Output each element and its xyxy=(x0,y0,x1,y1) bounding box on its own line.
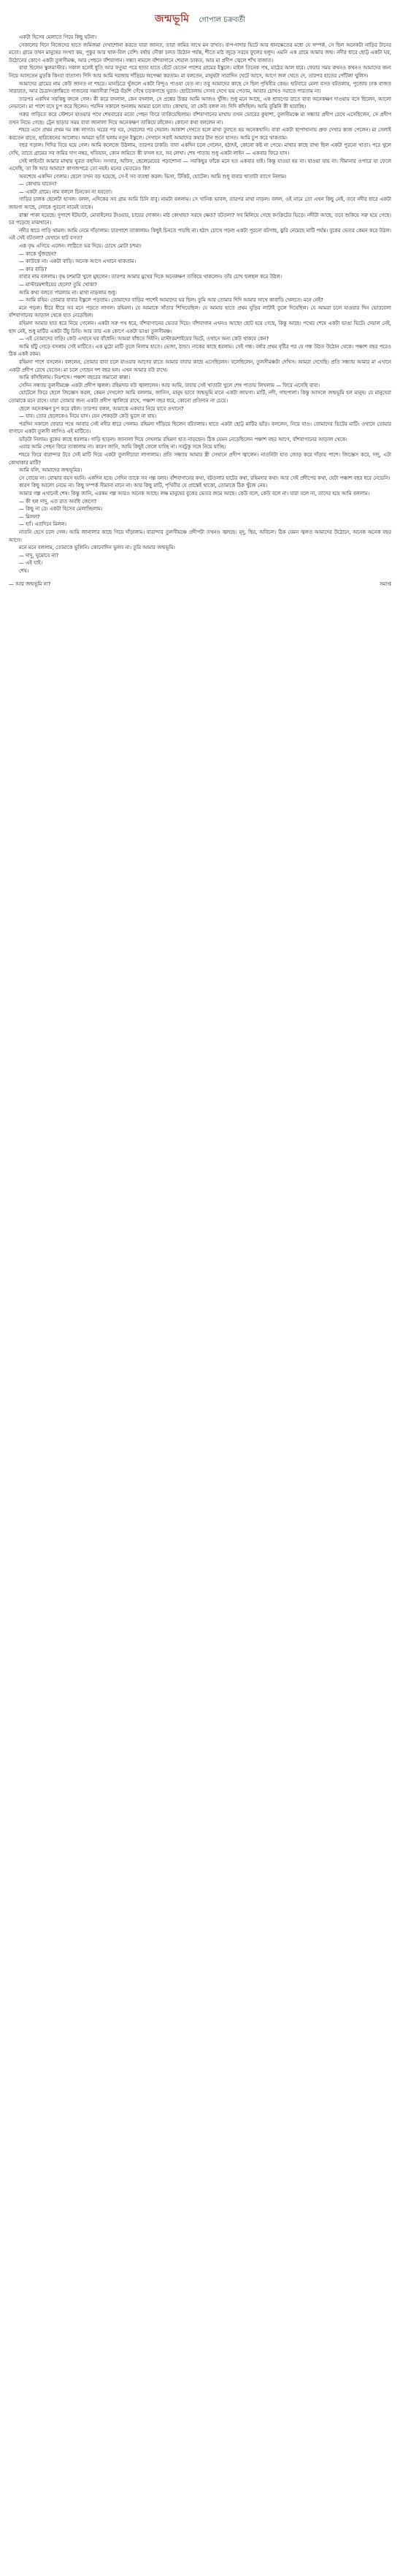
story-paragraph: রাস্তা পাকা হয়েছে। দুপাশে ইটভাটা, মোবাইলের টাওয়ার, চায়ের দোকান। মাঠ কোথায়? সরষে ক্ষেত? বটতলা? সব মিলিয়ে গেছে কংক্রিটের ভিড়ে। নদীটা আছে, তবে শুকিয়ে সরু হয়ে গেছে। চর পড়েছে মাঝখানে। xyxy=(9,212,391,226)
story-paragraph: মনে মনে বললাম, তোমাকে ভুলিনি। কোনোদিন ভুলব না। তুমি আমার জন্মভূমি। xyxy=(19,545,175,551)
story-paragraph: বাবা ছিলেন স্কুলমাস্টার। সকাল হলেই ধুতি আর ফতুয়া পরে ছাতা হাতে হেঁটে যেতেন পাশের গ্রামের ইস্কুলে। মাইল তিনেক পথ, মাঠের আল ধরে। ফেরার সময় কখনও কখনও আমাদের জন্য নিয়ে আসতেন মুড়কি কিংবা বাতাসা। দিদি আর আমি দরজায় দাঁড়িয়ে অপেক্ষা করতাম। মা বলতেন, মানুষটা সারাদিন খেটে আসে, আগে জল খেতে দে, তারপর হাতের পোঁটলা খুলিস। xyxy=(9,65,391,79)
story-paragraph: এবার আমি পেছন ফিরে তাকালাম না। কারণ জানি, আমি কিছুই ফেলে যাচ্ছি না। সবটুকু সঙ্গে নিয়ে যাচ্ছি। xyxy=(19,444,226,451)
footer-left-text: — আর জন্মভূমি না? xyxy=(9,580,51,587)
story-paragraph: নদীর ধারে গাড়ি থামল। আমি নেমে দাঁড়ালাম। চারপাশে তাকালাম। কিছুই চিনতে পারছি না। হঠাৎ চোখে পড়ল একটা পুরনো বটগাছ, ঝুরি নেমেছে মাটি পর্যন্ত। বুকের ভেতর কেমন করে উঠল। এই সেই বটতলা? যেখানে হাট বসত? xyxy=(9,227,391,242)
story-paragraph: শহরে ফিরে বারান্দার টবে সেই মাটি দিয়ে একটা তুলসীচারা লাগালাম। প্রতি সন্ধ্যায় আমার স্ত্রী সেখানে প্রদীপ জ্বালেন। নাতনিটা হাত জোড় করে দাঁড়ায় পাশে। জিজ্ঞেস করে, দাদু, এটা কোথাকার মাটি? xyxy=(9,452,391,466)
story-header xyxy=(9,7,391,34)
story-paragraph: তারপর একদিন সবকিছু বদলে গেল। কী করে বদলাল, কেন বদলাল, সে প্রশ্নের উত্তর আমি আজও খুঁজি। শুধু মনে আছে, এক শ্রাবণের রাতে বাবা অনেকক্ষণ দাওয়ায় বসে ছিলেন, আলো নেভানো। মা পাশে বসে চুপ করে ছিলেন। পরদিন সকালে শুনলাম আমরা চলে যাব। কোথায়, তা কেউ বলল না। দিদি কাঁদছিল। আমি বুঝিনি কী হারাচ্ছি। xyxy=(9,96,391,110)
story-paragraph: কারণ কিছু আলো নেভে না। কিছু সম্পর্ক সীমানা মানে না। আর কিছু মাটি, পৃথিবীর যে প্রান্তেই থাকো, তোমাকে ঠিক খুঁজে নেয়। xyxy=(19,483,268,489)
story-paragraph: — আমি রহিম। তোমার বাবার ইস্কুলে পড়তাম। তোমাদের বাড়ির পাশেই আমাদের ঘর ছিল। তুমি আর তোমার দিদি আমার সাথে কাবাডি খেলতে। মনে নেই? xyxy=(19,297,323,304)
story-paragraph: বাবার নাম বললাম। বৃদ্ধ চশমাটা খুলে মুছলেন। তারপর আমার মুখের দিকে অনেকক্ষণ তাকিয়ে থাকলেন। তাঁর চোখ ছলছল করে উঠল। xyxy=(19,274,282,280)
story-paragraph: নাতনি হেসে চলে গেল। আমি জানালার কাছে গিয়ে দাঁড়ালাম। বারান্দার তুলসীমঞ্চে প্রদীপটা তখনও জ্বলছে। মৃদু, স্থির, অবিচল। ঠিক যেমন জ্বলত আমাদের উঠোনে, অনেক অনেক বছর আগে। xyxy=(9,529,391,543)
story-paragraph: গরুর গাড়িতে করে স্টেশনে যাওয়ার পথে শেষবারের মতো পেছন ফিরে তাকিয়েছিলাম। বাঁশবাগানের মাথায় তখন ভোরের কুয়াশা, তুলসীমঞ্চে মা সন্ধ্যার প্রদীপ রেখে এসেছিলেন, সে প্রদীপ তখন নিভে গেছে। ট্রেন ছাড়ার সময় বাবা জানালা দিয়ে অনেকক্ষণ তাকিয়ে রইলেন। কোনো কথা বললেন না। xyxy=(9,111,391,126)
story-paragraph: গাড়ির চালক ছেলেটা হাসল। বলল, এদিকের সব গ্রাম আমি চিনি বাবু। নামটা বললাম। সে খানিক ভাবল, তারপর মাথা নাড়ল। বলল, ওই নামে তো এখন কিছু নেই, তবে নদীর ধারে একটা জায়গা আছে, লোকে পুরনো নামেই ডাকে। xyxy=(9,196,391,211)
story-paragraph: পরদিন সকালে ফেরার পথে আবার সেই নদীর ধারে গেলাম। রহিমদা দাঁড়িয়ে ছিলেন বটতলায়। হাতে একটা ছোট্ট মাটির ভাঁড়। বললেন, নিয়ে যাও। তোমাদের ভিটের মাটি। ওখানে তোমার বাগানে একটা তুলসী লাগিও এই মাটিতে। xyxy=(9,421,391,435)
story-paragraph: — হ্যাঁ। এতদিনে মিলল। xyxy=(19,521,66,528)
story-paragraph: — কোথায় যাবেন? xyxy=(19,181,57,188)
story-paragraph: — কী হল দাদু, এত রাত অবধি জেগে? xyxy=(19,498,97,505)
story-paragraph: সে বোঝে না। বোঝার বয়স হয়নি। একদিন হবে। সেদিন তাকে সব গল্প বলব। বাঁশবাগানের কথা, বটতলার হাটের কথা, রহিমদার কথা। আর সেই প্রদীপের কথা, যেটা পঞ্চাশ বছর ধরে নেভেনি। xyxy=(19,475,391,481)
story-paragraph: — মিলল? xyxy=(19,513,40,520)
story-paragraph: — মাস্টারমশাইয়ের ছেলে? তুমি খোকা? xyxy=(19,282,97,288)
story-paragraph: আমি বলি, আমাদের জন্মভূমির। xyxy=(19,467,82,474)
story-paragraph: সেকালের দিনে নিজেদের হাতে জমিজমা দেখাশোনা করতে যারা জানত, তারা জমির সাথে মন রাখত। বাপ-দাদার ভিটে আর ধানক্ষেতের মধ্যে যে সম্পর্ক, সে ছিল অনেকটা নাড়ির টানের মতো। গ্রামে তখন মানুষের সংখ্যা কম, পুকুর আর খাল-বিল বেশি। বর্ষায় নৌকা চলত উঠোন পর্যন্ত, শীতে মাঠ জুড়ে সরষে ফুলের হলুদ। এমনি এক গ্রামে আমার জন্ম। নদীর ধারে ছোট্ট একটা ঘর, উঠোনের কোণে একটা তুলসীমঞ্চ, আর পেছনে বাঁশবাগান। সন্ধ্যা নামলে বাঁশবাগানে শেয়াল ডাকত, আর মা প্রদীপ জ্বেলে শাঁখ বাজাত। xyxy=(9,42,391,64)
story-paragraph: রহিমদা পাশে বসলেন। বললেন, তোমার বাবা চলে যাওয়ার আগের রাতে আমার বাবার কাছে এসেছিলেন। বলেছিলেন, তুলসীমঞ্চটা দেখিস। আমরা দেখেছি। প্রতি সন্ধ্যায় আমার মা এখানে একটা প্রদীপ রেখে যেতেন। মা চলে গেছেন দশ বছর হল। এখন আমার বউ রাখে। xyxy=(9,359,391,373)
story-paragraph: ভাঁড়টা নিলাম। বুকের কাছে ধরলাম। গাড়ি ছাড়ল। জানালা দিয়ে দেখলাম রহিমদা হাত নাড়ছেন। ঠিক যেমন নেড়েছিলেন পঞ্চাশ বছর আগে, বাঁশবাগানের আড়াল থেকে। xyxy=(19,436,347,442)
story-footer xyxy=(9,580,391,589)
story-paragraph: — কার বাড়ি? xyxy=(19,266,47,272)
story-paragraph: সেই লাইনটা আমার মাথায় ঘুরত বহুদিন। সংসার, অফিস, ছেলেমেয়ের পড়াশোনা — সবকিছুর ফাঁকে মনে হত একবার যাই। কিন্তু যাওয়া হয় না। যাওয়া যায় না। সীমানার ওপারে যা ফেলে এসেছি, তা কি আর আমার? কাগজপত্রে তো নয়ই। মনের ভেতরেও কি? xyxy=(9,158,391,172)
story-paragraph: আমার গল্প এখানেই শেষ। কিন্তু জানি, এরকম গল্প আরও অনেক আছে। লক্ষ মানুষের বুকের ভেতর জমে আছে। কেউ বলে, কেউ বলে না। যারা বলে না, তাদের হয়ে আমি বললাম। xyxy=(19,491,370,497)
story-paragraph: আমাদের গ্রামের নাম কেউ জানত না শহরে। মানচিত্রে খুঁজলে একটা বিন্দুও পাওয়া যেত না। তবু আমাদের কাছে সে ছিল পৃথিবীর কেন্দ্র। হাটবারে মেলা বসত বটতলায়, পুজোয় ঢাক বাজত সারারাত, আর চৈত্রসংক্রান্তিতে গাজনের সন্ন্যাসীরা পিঠে বঁড়শি গেঁথে চড়কগাছে ঘুরত। ছোটবেলায় সেসব দেখে ভয় পেতাম, আবার চোখও সরাতে পারতাম না। xyxy=(9,80,391,95)
story-paragraph: শেষ। xyxy=(19,567,29,574)
story-paragraph: — এই যাই। xyxy=(19,560,43,567)
story-paragraph: হোটেলে ফিরে ছেলে জিজ্ঞেস করল, কেমন দেখলে? আমি বললাম, জানিস, মানুষ ভাবে জন্মভূমি মানে একটা জায়গা। মাটি, নদী, গাছপালা। কিন্তু আসলে জন্মভূমি হল মানুষ। যে মানুষেরা তোমাকে মনে রাখে। যারা তোমার জন্য একটা প্রদীপ জ্বালিয়ে রাখে, পঞ্চাশ বছর ধরে, কোনো প্রতিদান না চেয়ে। xyxy=(9,390,391,404)
story-title: জন্মভূমি xyxy=(155,13,190,25)
footer-right-text: সমাপ্ত xyxy=(379,580,391,587)
story-paragraph: — একটা গ্রামে। নাম বললে চিনবেন না হয়তো। xyxy=(19,188,112,195)
story-paragraph: — কিছু না রে। একটা হিসেব মেলাচ্ছিলাম। xyxy=(19,506,103,513)
story-paragraph: বছর গড়াল। দিদির বিয়ে হয়ে গেল। আমি কলেজে উঠলাম, তারপর চাকরি। বাবা একদিন চলে গেলেন, হঠাৎই, কোনো কষ্ট না পেয়ে। মাথার কাছে রাখা ছিল একটা পুরনো খাতা। পরে খুলে দেখি, তাতে গ্রামের সব জমির দাগ নম্বর, খতিয়ান, কোন জমিতে কী ফসল হত, সব লেখা। শেষ পাতায় শুধু একটা লাইন — একবার ফিরে যাস। xyxy=(9,142,391,156)
story-paragraph: মনে পড়ল। ধীরে ধীরে সব মনে পড়তে লাগল। রহিমদা। যে আমাকে সাঁতার শিখিয়েছিল। যে আমার হাতে প্রথম ঘুড়ির লাটাই তুলে দিয়েছিল। যে আমরা চলে যাওয়ার দিন ভোরবেলা বাঁশবাগানের আড়াল থেকে হাত নেড়েছিল। xyxy=(9,304,391,319)
story-paragraph: ছেলে অনেকক্ষণ চুপ করে রইল। তারপর বলল, আমাকে একবার নিয়ে যাবে ওখানে? xyxy=(19,405,184,412)
story-paragraph: একটা হিসেব মেলাতে গিয়ে কিছু ঘটনা। xyxy=(19,34,97,40)
story-paragraph: — কাউকে না। একটা বাড়ি। অনেক আগে এখানে থাকতাম। xyxy=(19,258,136,265)
story-body xyxy=(9,34,391,575)
story-paragraph: — এই তোমাদের বাড়ি। কেউ এখানে ঘর বাঁধেনি। আমরা বাঁধতে দিইনি। মাস্টারমশাইয়ের ভিটে, ওখানে অন্য কেউ থাকবে কেন? xyxy=(19,336,269,342)
story-paragraph: রহিমদা আমার হাত ধরে নিয়ে গেলেন। একটা সরু পথ ধরে, বাঁশবাগানের ভেতর দিয়ে। বাঁশবাগান এখনও আছে! ছোট হয়ে গেছে, কিন্তু আছে। পথের শেষে একটা ভাঙা ভিটে। দেয়াল নেই, ছাদ নেই, শুধু মাটির একটা উঁচু ঢিবি। আর তার এক কোণে একটা ভাঙা তুলসীমঞ্চ। xyxy=(9,320,391,334)
story-paragraph: — যাব। তোর ছেলেকেও নিয়ে যাস। যেন শেকড়টা কেউ ভুলে না যায়। xyxy=(19,413,157,420)
story-paragraph: — দাদু, ঘুমোবে না? xyxy=(19,552,59,559)
story-paragraph: — কাকে খুঁজছেন? xyxy=(19,250,57,257)
story-paragraph: আমি হাঁটু গেড়ে বসলাম সেই মাটিতে। এক মুঠো মাটি তুলে নিলাম হাতে। ভেজা, ঠান্ডা। নাকের কাছে ধরলাম। সেই গন্ধ। বর্ষার প্রথম বৃষ্টির পর যে গন্ধ উঠত উঠোন থেকে। পঞ্চাশ বছর পরেও ঠিক একই রকম। xyxy=(9,343,391,358)
story-paragraph: আমি কাঁদছিলাম। নিঃশব্দে। পঞ্চাশ বছরের জমানো কান্না। xyxy=(19,375,131,381)
story-paragraph: আমি কথা বলতে পারলাম না। মাথা নাড়লাম শুধু। xyxy=(19,289,117,296)
story-author: গোপাল চক্রবর্তী xyxy=(199,16,245,24)
story-paragraph: শহরে এসে প্রথম প্রথম দম বন্ধ লাগত। ঘরের পর ঘর, দেয়ালের পর দেয়াল। আকাশ দেখতে হলে মাথা তুলতে হয় অনেকখানি। বাবা একটা ছাপাখানায় প্রুফ দেখার কাজ পেলেন। মা সেলাই করতেন রাতে, হারিকেনের আলোয়। আমরা ভর্তি হলাম নতুন ইস্কুলে। সেখানে সবাই আমাদের কথার টান শুনে হাসত। আমি চুপ করে থাকতাম। xyxy=(9,127,391,141)
story-paragraph: সেদিন সন্ধ্যায় তুলসীমঞ্চে একটা প্রদীপ জ্বলল। রহিমদার বউ জ্বালালেন। আর আমি, বাবার সেই খাতাটা খুলে শেষ পাতায় লিখলাম — ফিরে এসেছি বাবা। xyxy=(19,382,320,388)
story-paragraph: এক বৃদ্ধ এগিয়ে এলেন। লাঠিতে ভর দিয়ে। চোখে মোটা চশমা। xyxy=(19,243,142,250)
story-paragraph: অবশেষে একদিন গেলাম। ছেলে তখন বড় হয়েছে, সে-ই সব ব্যবস্থা করল। ভিসা, টিকিট, হোটেল। আমি শুধু বাবার খাতাটা ব্যাগে নিলাম। xyxy=(19,173,287,180)
